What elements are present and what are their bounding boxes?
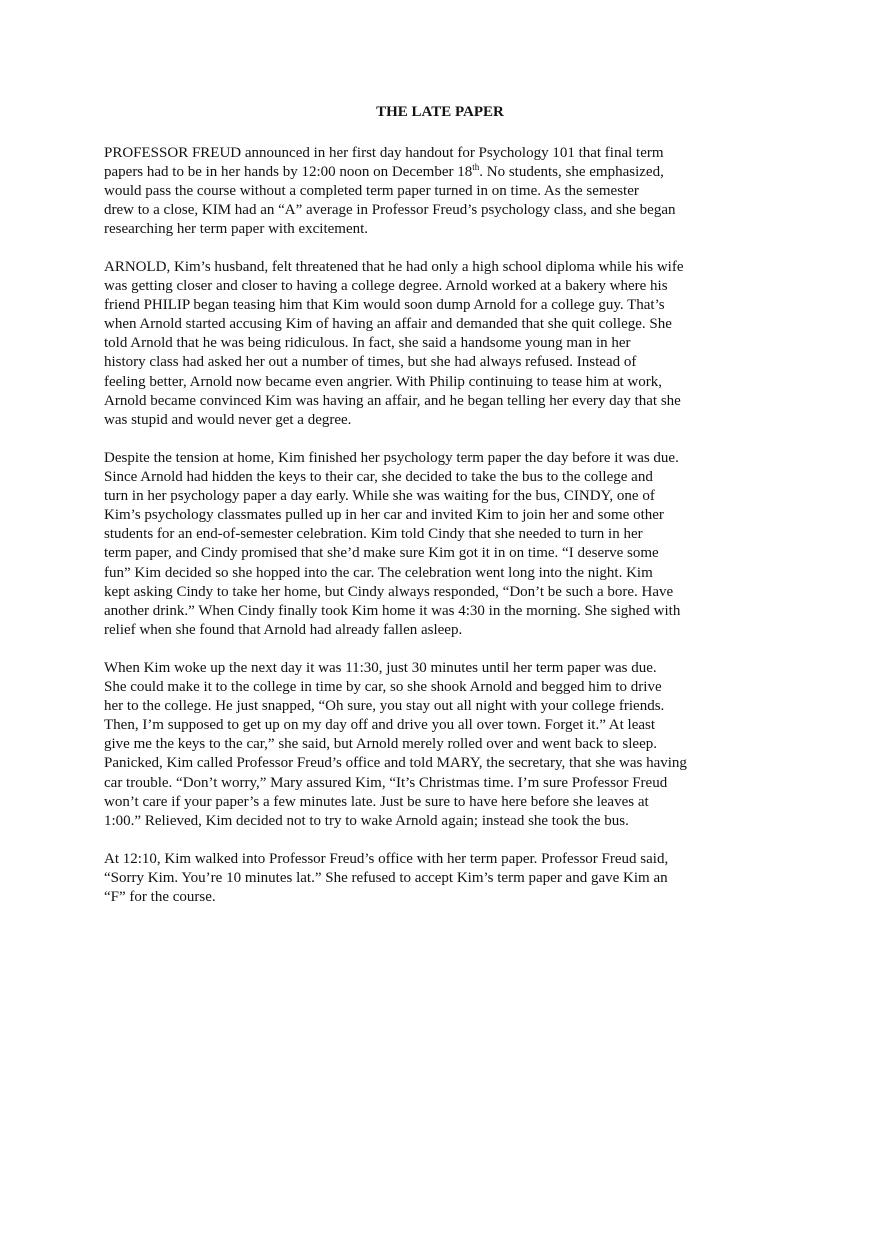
text-line: history class had asked her out a number of times, but she had always refused. Instead of bbox=[104, 354, 637, 371]
text-line: drew to a close, KIM had an “A” average in Professor Freud’s psychology class, and she began bbox=[104, 202, 676, 219]
text-segment: papers had to be in her hands by 12:00 noon on December 18 bbox=[104, 164, 473, 181]
text-line: At 12:10, Kim walked into Professor Freud’s office with her term paper. Professor Freud said, bbox=[104, 851, 669, 867]
text-line: her to the college. He just snapped, “Oh sure, you stay out all night with your college friends. bbox=[104, 698, 665, 715]
text-line bbox=[104, 163, 676, 182]
text-line: PROFESSOR FREUD announced in her first day handout for Psychology 101 that final term bbox=[104, 145, 664, 161]
text-line: was stupid and would never get a degree. bbox=[104, 411, 352, 428]
text-line: When Kim woke up the next day it was 11:30, just 30 minutes until her term paper was due. bbox=[104, 660, 657, 676]
paragraph-term-paper-rule bbox=[104, 144, 676, 239]
document-title: THE LATE PAPER bbox=[376, 104, 504, 120]
text-line: term paper, and Cindy promised that she’d make sure Kim got it in on time. “I deserve some bbox=[104, 545, 659, 562]
text-line: relief when she found that Arnold had already fallen asleep. bbox=[104, 621, 463, 638]
text-line: ARNOLD, Kim’s husband, felt threatened that he had only a high school diploma while his wife bbox=[104, 259, 684, 275]
text-line: Kim’s psychology classmates pulled up in her car and invited Kim to join her and some other bbox=[104, 507, 664, 524]
text-line: Since Arnold had hidden the keys to their car, she decided to take the bus to the college and bbox=[104, 469, 653, 486]
paragraph-cindy bbox=[104, 449, 680, 640]
text-line: would pass the course without a completed term paper turned in on time. As the semester bbox=[104, 183, 639, 200]
text-line: car trouble. “Don’t worry,” Mary assured Kim, “It’s Christmas time. I’m sure Professor Freud bbox=[104, 774, 668, 791]
text-line: “Sorry Kim. You’re 10 minutes lat.” She refused to accept Kim’s term paper and gave Kim an bbox=[104, 870, 668, 887]
text-line: turn in her psychology paper a day early. While she was waiting for the bus, CINDY, one of bbox=[104, 488, 655, 505]
text-line: was getting closer and closer to having a college degree. Arnold worked at a bakery where his bbox=[104, 278, 668, 295]
text-line: She could make it to the college in time by car, so she shook Arnold and begged him to drive bbox=[104, 679, 662, 696]
text-line: “F” for the course. bbox=[104, 889, 216, 906]
text-line: students for an end-of-semester celebration. Kim told Cindy that she needed to turn in her bbox=[104, 526, 643, 543]
text-line: Arnold became convinced Kim was having an affair, and he began telling her every day that she bbox=[104, 392, 681, 409]
paragraph-next-day bbox=[104, 659, 687, 831]
text-line: when Arnold started accusing Kim of having an affair and demanded that she quit college. She bbox=[104, 316, 672, 333]
text-line: give me the keys to the car,” she said, but Arnold merely rolled over and went back to sleep. bbox=[104, 736, 657, 753]
text-line: another drink.” When Cindy finally took Kim home it was 4:30 in the morning. She sighed with bbox=[104, 602, 681, 619]
text-line: friend PHILIP began teasing him that Kim would soon dump Arnold for a college guy. That’s bbox=[104, 297, 665, 314]
superscript-ordinal: th bbox=[472, 162, 480, 173]
text-line: Despite the tension at home, Kim finished her psychology term paper the day before it was due. bbox=[104, 450, 679, 466]
text-line: kept asking Cindy to take her home, but Cindy always responded, “Don’t be such a bore. Have bbox=[104, 583, 674, 600]
text-line: told Arnold that he was being ridiculous. In fact, she said a handsome young man in her bbox=[104, 335, 631, 352]
text-line: Panicked, Kim called Professor Freud’s office and told MARY, the secretary, that she was having bbox=[104, 755, 687, 772]
paragraph-outcome bbox=[104, 850, 668, 907]
text-line: feeling better, Arnold now became even angrier. With Philip continuing to tease him at work, bbox=[104, 373, 662, 390]
text-line: 1:00.” Relieved, Kim decided not to try to wake Arnold again; instead she took the bus. bbox=[104, 812, 629, 829]
text-segment: . No students, she emphasized, bbox=[479, 164, 664, 181]
text-line: Then, I’m supposed to get up on my day off and drive you all over town. Forget it.” At least bbox=[104, 717, 656, 734]
paragraph-arnold bbox=[104, 258, 683, 430]
text-line: won’t care if your paper’s a few minutes late. Just be sure to have here before she leaves at bbox=[104, 793, 649, 810]
text-line: researching her term paper with excitement. bbox=[104, 221, 369, 238]
text-line: fun” Kim decided so she hopped into the car. The celebration went long into the night. Kim bbox=[104, 564, 653, 581]
